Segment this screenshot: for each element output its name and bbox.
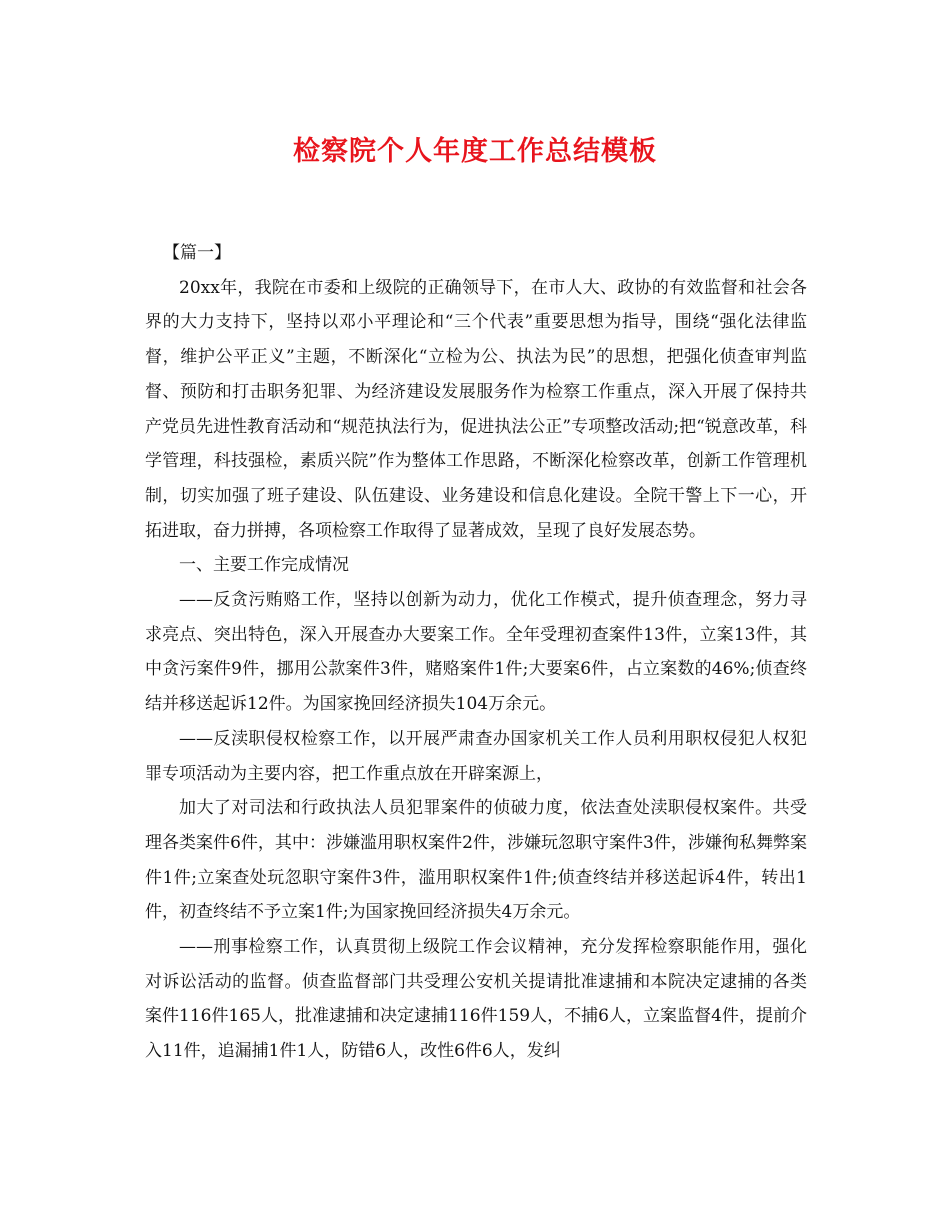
section-label: 【篇一】 — [163, 243, 231, 263]
document-title: 检察院个人年度工作总结模板 — [293, 136, 657, 167]
paragraph-intro: 20xx年，我院在市委和上级院的正确领导下，在市人大、政协的有效监督和社会各界的大力支持下，坚持以邓小平理论和“三个代表”重要思想为指导，围绕“强化法律监督，维护公平正义”主题，不断深化“立检为公、执法为民”的思想，把强化侦查审判监督、预防和打击职务犯罪、为经济建设发展服务作为检察工作重点，深入开展了保持共产党员先进性教育活动和“规范执法行为，促进执法公正”专项整改活动;把“锐意改革，科学管理，科技强检，素质兴院”作为整体工作思路，不断深化检察改革，创新工作管理机制，切实加强了班子建设、队伍建设、业务建设和信息化建设。全院干警上下一心，开拓进取，奋力拼搏，各项检察工作取得了显著成效，呈现了良好发展态势。 — [145, 277, 807, 541]
section-heading: 一、主要工作完成情况 — [179, 555, 349, 576]
paragraph-investigation: 加大了对司法和行政执法人员犯罪案件的侦破力度，依法查处渎职侵权案件。共受理各类案件6件，其中：涉嫌滥用职权案件2件，涉嫌玩忽职守案件3件，涉嫌徇私舞弊案件1件;立案查处玩忽职守案件3件，滥用职权案件1件;侦查终结并移送起诉4件，转出1件，初查终结不予立案1件;为国家挽回经济损失4万余元。 — [145, 798, 807, 923]
paragraph-dereliction: ——反渎职侵权检察工作，以开展严肃查办国家机关工作人员利用职权侵犯人权犯罪专项活动为主要内容，把工作重点放在开辟案源上， — [145, 728, 807, 784]
document-body — [145, 236, 807, 1069]
paragraph-anti-corruption: ——反贪污贿赂工作，坚持以创新为动力，优化工作模式，提升侦查理念，努力寻求亮点、突出特色，深入开展查办大要案工作。全年受理初查案件13件，立案13件，其中贪污案件9件，挪用公款案件3件，赌赂案件1件;大要案6件，占立案数的46%;侦查终结并移送起诉12件。为国家挽回经济损失104万余元。 — [145, 590, 807, 715]
paragraph-criminal-procuratorate: ——刑事检察工作，认真贯彻上级院工作会议精神，充分发挥检察职能作用，强化对诉讼活动的监督。侦查监督部门共受理公安机关提请批准逮捕和本院决定逮捕的各类案件116件165人，批准逮捕和决定逮捕116件159人，不捕6人，立案监督4件，提前介入11件，追漏捕1件1人，防错6人，改性6件6人，发纠 — [145, 937, 807, 1062]
